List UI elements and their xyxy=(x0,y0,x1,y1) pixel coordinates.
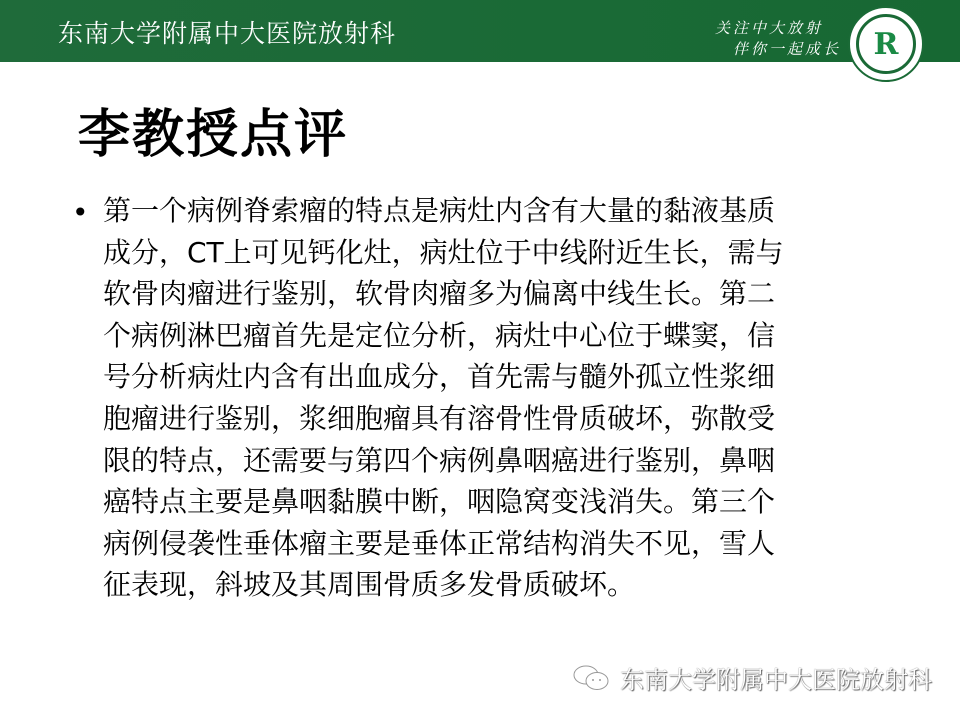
body-line: 第一个病例脊索瘤的特点是病灶内含有大量的黏液基质 xyxy=(103,194,776,227)
body-line: 限的特点，还需要与第四个病例鼻咽癌进行鉴别，鼻咽 xyxy=(103,443,776,477)
wechat-icon xyxy=(572,664,612,692)
logo-r-icon: R xyxy=(856,14,916,74)
body-line: 征表现，斜坡及其周围骨质多发骨质破坏。 xyxy=(103,568,636,602)
slogan-line-2: 伴你一起成长 xyxy=(733,40,842,58)
bullet-marker: • xyxy=(72,196,89,229)
body-line: 软骨肉瘤进行鉴别，软骨肉瘤多为偏离中线生长。第二 xyxy=(103,277,776,311)
body-line: 个病例淋巴瘤首先是定位分析，病灶中心位于蝶窦，信 xyxy=(103,318,776,352)
body-line: 胞瘤进行鉴别，浆细胞瘤具有溶骨性骨质破坏，弥散受 xyxy=(103,401,776,435)
body-line: 成分，CT上可见钙化灶，病灶位于中线附近生长，需与 xyxy=(103,235,784,269)
hospital-logo xyxy=(848,6,924,82)
body-line: 病例侵袭性垂体瘤主要是垂体正常结构消失不见，雪人 xyxy=(103,526,776,560)
body-line: 癌特点主要是鼻咽黏膜中断，咽隐窝变浅消失。第三个 xyxy=(103,485,776,519)
watermark-text: 东南大学附属中大医院放射科 xyxy=(620,666,932,694)
header-title: 东南大学附属中大医院放射科 xyxy=(58,19,397,48)
watermark xyxy=(572,660,932,695)
body-line: 号分析病灶内含有出血成分，首先需与髓外孤立性浆细 xyxy=(103,360,776,394)
slide-title: 李教授点评 xyxy=(78,105,349,165)
slogan-line-1: 关注中大放射 xyxy=(715,19,824,37)
header-bar xyxy=(0,0,960,62)
slide-body xyxy=(103,190,903,606)
